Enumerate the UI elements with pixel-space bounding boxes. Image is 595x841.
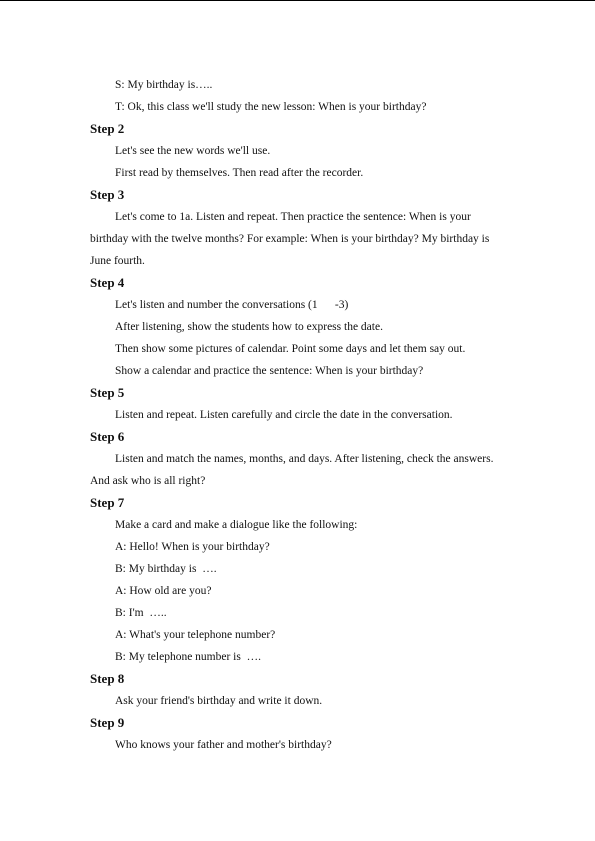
paragraph: Let's see the new words we'll use.	[115, 145, 271, 157]
dialogue-line: A: Hello! When is your birthday?	[115, 541, 270, 553]
paragraph: First read by themselves. Then read after the recorder.	[115, 167, 364, 179]
step-heading: Step 7	[90, 495, 125, 510]
lesson-content	[90, 74, 506, 756]
step-heading: Step 5	[90, 385, 125, 400]
step-heading: Step 4	[90, 275, 125, 290]
step-heading: Step 2	[90, 121, 125, 136]
step-heading: Step 3	[90, 187, 125, 202]
step-heading: Step 6	[90, 429, 125, 444]
paragraph: After listening, show the students how to express the date.	[115, 321, 383, 333]
paragraph: Who knows your father and mother's birthday?	[115, 739, 332, 751]
dialogue-line: A: What's your telephone number?	[115, 629, 276, 641]
paragraph: Ask your friend's birthday and write it down.	[115, 695, 323, 707]
paragraph: Make a card and make a dialogue like the following:	[115, 519, 358, 531]
step-heading: Step 8	[90, 671, 125, 686]
paragraph: Then show some pictures of calendar. Point some days and let them say out.	[115, 343, 466, 355]
paragraph: Let's come to 1a. Listen and repeat. Then practice the sentence: When is your birthday with the twelve months? For example: When is your birthday? My birthday is June fourth.	[90, 211, 490, 267]
paragraph: T: Ok, this class we'll study the new lesson: When is your birthday?	[115, 101, 427, 113]
dialogue-line: B: My telephone number is ….	[115, 651, 261, 663]
step-heading: Step 9	[90, 715, 125, 730]
dialogue-line: B: My birthday is ….	[115, 563, 217, 575]
dialogue-line: B: I'm …..	[115, 607, 167, 619]
paragraph: Show a calendar and practice the sentence: When is your birthday?	[115, 365, 424, 377]
paragraph: Listen and repeat. Listen carefully and circle the date in the conversation.	[115, 409, 453, 421]
paragraph: S: My birthday is…..	[115, 79, 213, 91]
top-border-line	[0, 0, 595, 1]
paragraph: Listen and match the names, months, and days. After listening, check the answers. And ask who is all right?	[90, 453, 494, 487]
dialogue-line: A: How old are you?	[115, 585, 212, 597]
paragraph: Let's listen and number the conversations (1 -3)	[115, 299, 349, 311]
